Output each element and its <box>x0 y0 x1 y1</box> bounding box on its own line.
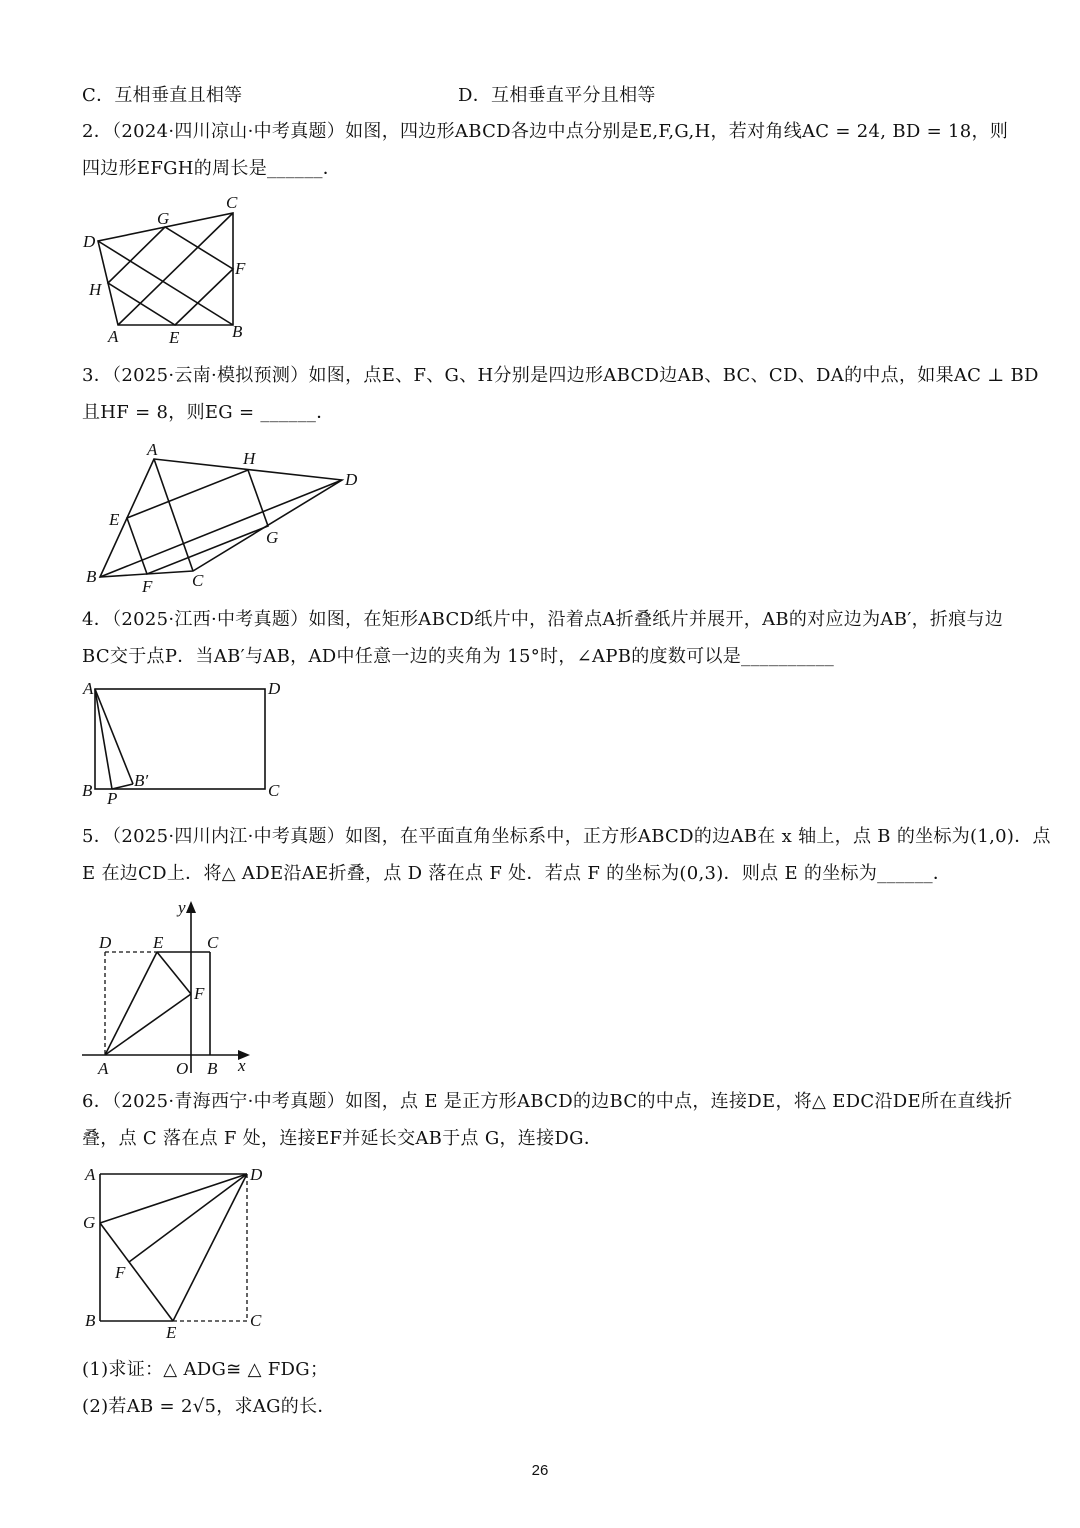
q3-text-line1: 3．（2025·云南·模拟预测）如图，点E、F、G、H分别是四边形ABCD边AB、BC、CD、DA的中点，如果AC ⊥ BD <box>82 365 1039 386</box>
q4-rect-abcd <box>95 689 265 789</box>
q5-y-arrow <box>186 901 196 913</box>
q5-label-a: A <box>98 1059 109 1078</box>
q3-figure <box>80 435 380 599</box>
q6-line-de <box>173 1174 247 1321</box>
q4-label-b: B <box>82 781 93 800</box>
q3-label-g: G <box>266 528 279 547</box>
q5-line-ef <box>157 952 191 994</box>
q6-figure <box>75 1160 285 1349</box>
q5-label-e: E <box>153 933 164 952</box>
q5-label-y: y <box>178 898 186 917</box>
q2-text-line1: 2．（2024·四川凉山·中考真题）如图，四边形ABCD各边中点分别是E,F,G,H，若对角线AC = 24, BD = 18，则 <box>82 121 1009 142</box>
q4-text-line1: 4．（2025·江西·中考真题）如图，在矩形ABCD纸片中，沿着点A折叠纸片并展开，AB的对应边为AB′，折痕与边 <box>82 609 1004 630</box>
q4-figure <box>75 678 295 812</box>
q2-label-a: A <box>108 327 119 346</box>
q4-label-a: A <box>83 679 94 698</box>
q6-subquestion-2: (2)若AB = 2√5，求AG的长． <box>82 1396 336 1417</box>
q4-label-c: C <box>268 781 280 800</box>
q2-quad-abcd <box>98 213 233 325</box>
q6-label-a: A <box>85 1165 96 1184</box>
q5-figure <box>78 895 268 1089</box>
q2-label-d: D <box>83 232 96 251</box>
q3-quad-abcd <box>100 459 342 577</box>
q2-label-f: F <box>235 259 246 278</box>
q2-quad-efgh <box>108 227 233 325</box>
q3-label-c: C <box>192 571 204 590</box>
q6-line-df <box>129 1174 247 1262</box>
q3-diag-bd <box>100 480 342 577</box>
q5-label-f: F <box>194 984 205 1003</box>
q3-label-f: F <box>142 577 153 595</box>
q3-label-d: D <box>345 470 358 489</box>
q2-figure <box>75 190 275 354</box>
q2-label-h: H <box>89 280 102 299</box>
q5-text-line2: E 在边CD上．将△ ADE沿AE折叠，点 D 落在点 F 处．若点 F 的坐标为(0,3)．则点 E 的坐标为______． <box>82 863 952 884</box>
q2-label-g: G <box>157 209 170 228</box>
q2-label-e: E <box>169 328 180 347</box>
q3-label-e: E <box>109 510 120 529</box>
option-c: C．互相垂直且相等 <box>82 85 243 106</box>
q2-diag-bd <box>98 241 233 325</box>
q6-text-line1: 6．（2025·青海西宁·中考真题）如图，点 E 是正方形ABCD的边BC的中点，连接DE，将△ EDC沿DE所在直线折 <box>82 1091 1013 1112</box>
q2-label-c: C <box>226 193 238 212</box>
q6-label-f: F <box>115 1263 126 1282</box>
q6-label-d: D <box>250 1165 263 1184</box>
option-d: D．互相垂直平分且相等 <box>458 85 656 106</box>
q3-label-a: A <box>147 440 158 459</box>
q4-label-p: P <box>107 789 118 808</box>
q2-diag-ac <box>118 213 233 325</box>
q5-label-o: O <box>176 1059 189 1078</box>
q6-text-line2: 叠，点 C 落在点 F 处，连接EF并延长交AB于点 G，连接DG． <box>82 1128 603 1149</box>
q5-text-line1: 5．（2025·四川内江·中考真题）如图，在平面直角坐标系中，正方形ABCD的边AB在 x 轴上，点 B 的坐标为(1,0)．点 <box>82 826 1051 847</box>
q6-label-g: G <box>83 1213 96 1232</box>
q2-label-b: B <box>232 322 243 341</box>
q6-label-c: C <box>250 1311 262 1330</box>
q5-label-d: D <box>99 933 112 952</box>
q5-label-x: x <box>238 1056 246 1075</box>
q3-diag-ac <box>154 459 193 571</box>
page-number: 26 <box>531 1462 549 1479</box>
q4-label-b-prime: B′ <box>134 771 149 790</box>
q4-edge-ab2 <box>95 689 133 784</box>
q6-label-e: E <box>166 1323 177 1342</box>
q3-label-h: H <box>243 449 256 468</box>
q4-label-d: D <box>268 679 281 698</box>
q3-text-line2: 且HF = 8，则EG = ______． <box>82 402 335 423</box>
q5-label-c: C <box>207 933 219 952</box>
q4-crease-ap <box>95 689 112 789</box>
q3-label-b: B <box>86 567 97 586</box>
q6-subquestion-1: (1)求证：△ ADG≅ △ FDG； <box>82 1359 329 1380</box>
q5-line-ae <box>105 952 157 1055</box>
q5-label-b: B <box>207 1059 218 1078</box>
q6-label-b: B <box>85 1311 96 1330</box>
q4-text-line2: BC交于点P．当AB′与AB，AD中任意一边的夹角为 15°时，∠APB的度数可以是__________ <box>82 646 835 667</box>
q2-text-line2: 四边形EFGH的周长是______． <box>82 158 342 179</box>
q6-line-dg <box>100 1174 247 1223</box>
q5-line-af <box>105 994 191 1055</box>
